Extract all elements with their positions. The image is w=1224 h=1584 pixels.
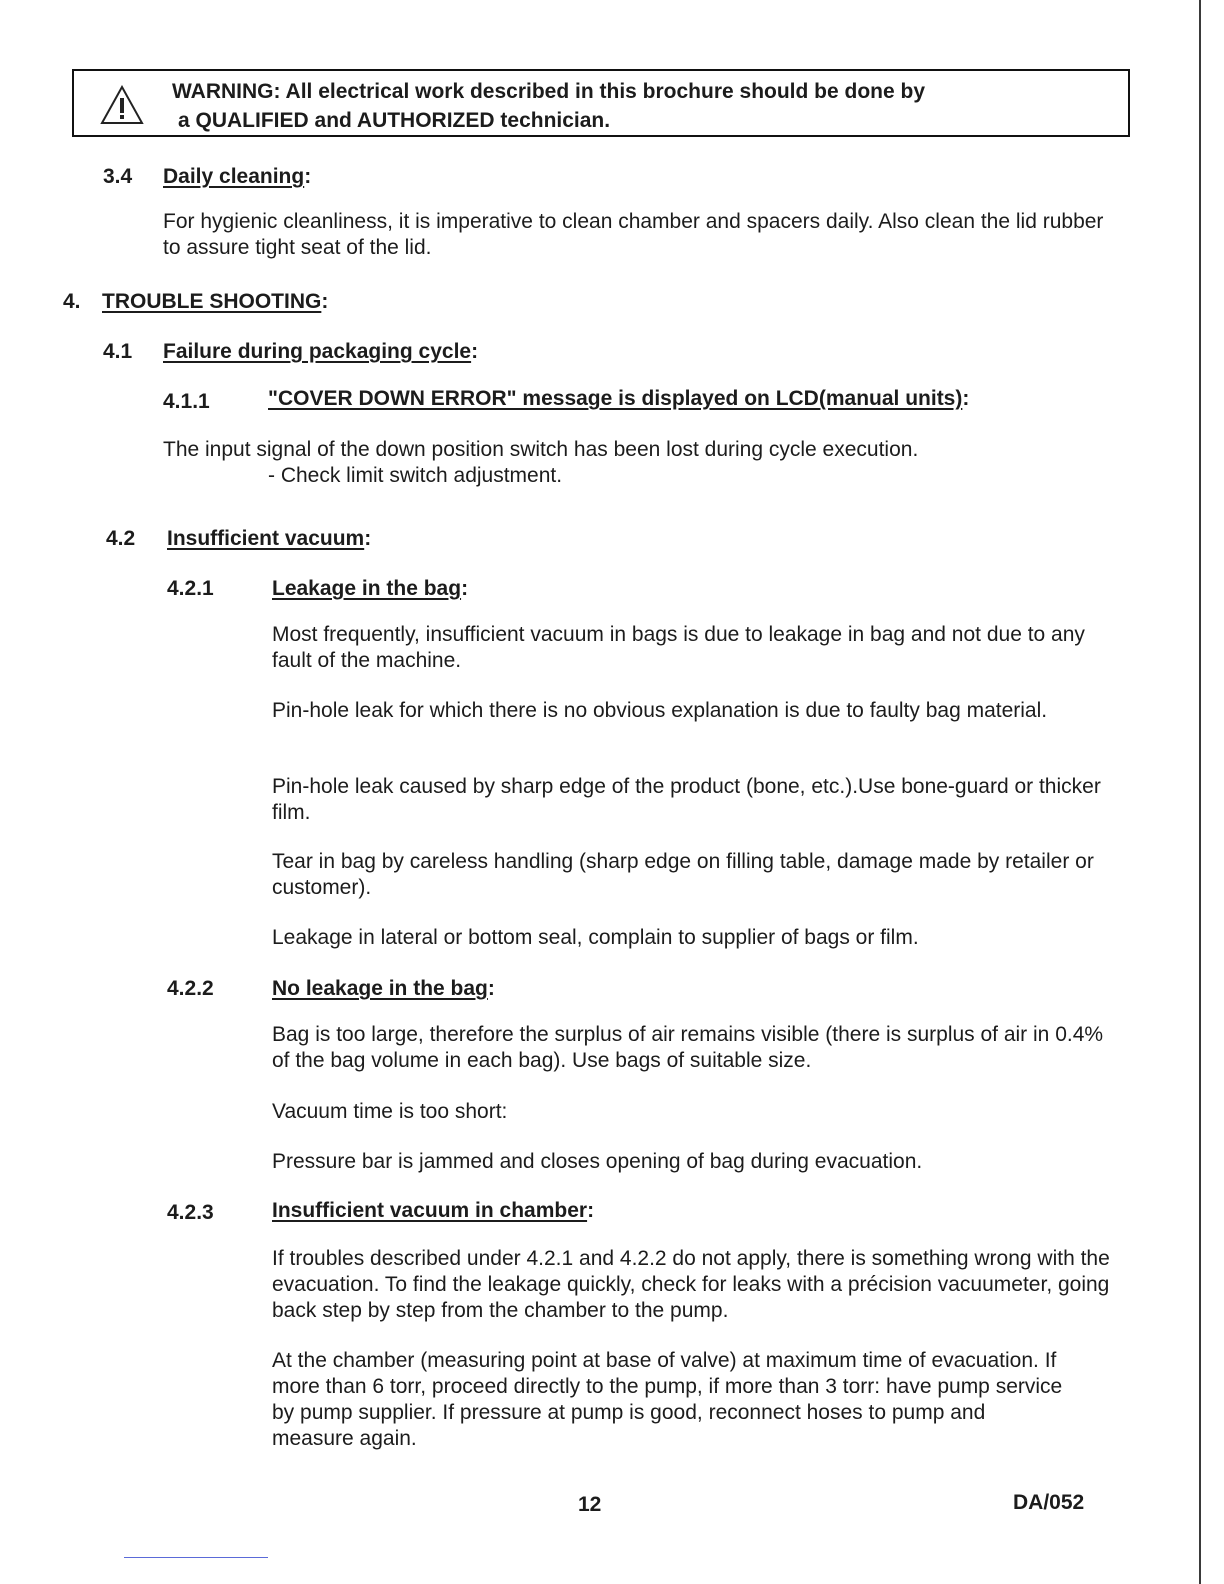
section-heading <box>272 577 468 601</box>
paragraph: Pin-hole leak for which there is no obvious explanation is due to faulty bag material. <box>272 699 1048 722</box>
heading-colon: : <box>304 165 312 188</box>
paragraph: Tear in bag by careless handling (sharp edge on filling table, damage made by retailer or customer). <box>272 850 1094 899</box>
warning-line-2: a QUALIFIED and AUTHORIZED technician. <box>178 109 611 132</box>
section-heading <box>163 165 311 189</box>
paragraph: At the chamber (measuring point at base of valve) at maximum time of evacuation. If more than 6 torr, proceed directly to the pump, if more than 3 torr: have pump service by pump supplier. If pressure at pump is good, reconnect hoses to pump and measure again. <box>272 1349 1063 1450</box>
section-number: 4.2.2 <box>167 977 214 1000</box>
bullet-item: - Check limit switch adjustment. <box>268 464 563 487</box>
heading-colon: : <box>461 577 469 600</box>
section-heading <box>102 290 328 314</box>
heading-colon: : <box>487 977 495 1000</box>
section-number: 4. <box>63 290 81 313</box>
heading-text: Insufficient vacuum in chamber <box>272 1199 588 1222</box>
heading-colon: : <box>962 387 970 410</box>
heading-colon: : <box>364 527 372 550</box>
section-number: 4.1 <box>103 340 133 363</box>
document-code: DA/052 <box>1013 1491 1085 1514</box>
paragraph: The input signal of the down position switch has been lost during cycle execution. <box>163 438 919 461</box>
section-number: 3.4 <box>103 165 133 188</box>
section-heading <box>268 387 969 411</box>
section-heading <box>163 340 478 364</box>
section-heading <box>272 1199 594 1223</box>
footer-rule <box>124 1557 268 1558</box>
paragraph: Pressure bar is jammed and closes opening of bag during evacuation. <box>272 1150 923 1173</box>
heading-colon: : <box>587 1199 595 1222</box>
heading-text: Failure during packaging cycle <box>163 340 472 363</box>
section-number: 4.2 <box>106 527 136 550</box>
paragraph: For hygienic cleanliness, it is imperative to clean chamber and spacers daily. Also clean the lid rubber to assure tight seat of the lid. <box>163 210 1104 259</box>
heading-text: "COVER DOWN ERROR" message is displayed on LCD(manual units) <box>268 387 963 410</box>
heading-colon: : <box>321 290 329 313</box>
heading-text: Daily cleaning <box>163 165 305 188</box>
heading-text: TROUBLE SHOOTING <box>102 290 322 313</box>
warning-line-1: WARNING: All electrical work described in this brochure should be done by <box>172 80 926 103</box>
paragraph: Vacuum time is too short: <box>272 1100 508 1123</box>
paragraph: Most frequently, insufficient vacuum in bags is due to leakage in bag and not due to any fault of the machine. <box>272 623 1085 672</box>
section-number: 4.1.1 <box>163 390 210 413</box>
page-number: 12 <box>578 1493 602 1516</box>
paragraph: Bag is too large, therefore the surplus of air remains visible (there is surplus of air in 0.4% of the bag volume in each bag). Use bags of suitable size. <box>272 1023 1104 1072</box>
paragraph: Pin-hole leak caused by sharp edge of the product (bone, etc.).Use bone-guard or thicker film. <box>272 775 1101 824</box>
heading-colon: : <box>471 340 479 363</box>
heading-text: Leakage in the bag <box>272 577 462 600</box>
section-number: 4.2.3 <box>167 1201 214 1224</box>
warning-box <box>72 69 1130 137</box>
section-heading <box>272 977 495 1001</box>
warning-triangle-icon <box>100 85 144 125</box>
page-edge <box>1199 0 1201 1584</box>
section-heading <box>167 527 371 551</box>
paragraph: Leakage in lateral or bottom seal, complain to supplier of bags or film. <box>272 926 919 949</box>
paragraph: If troubles described under 4.2.1 and 4.2.2 do not apply, there is something wrong with the evacuation. To find the leakage quickly, check for leaks with a précision vacuumeter, going back step by step from the chamber to the pump. <box>272 1247 1110 1322</box>
heading-text: No leakage in the bag <box>272 977 488 1000</box>
heading-text: Insufficient vacuum <box>167 527 365 550</box>
section-number: 4.2.1 <box>167 577 214 600</box>
